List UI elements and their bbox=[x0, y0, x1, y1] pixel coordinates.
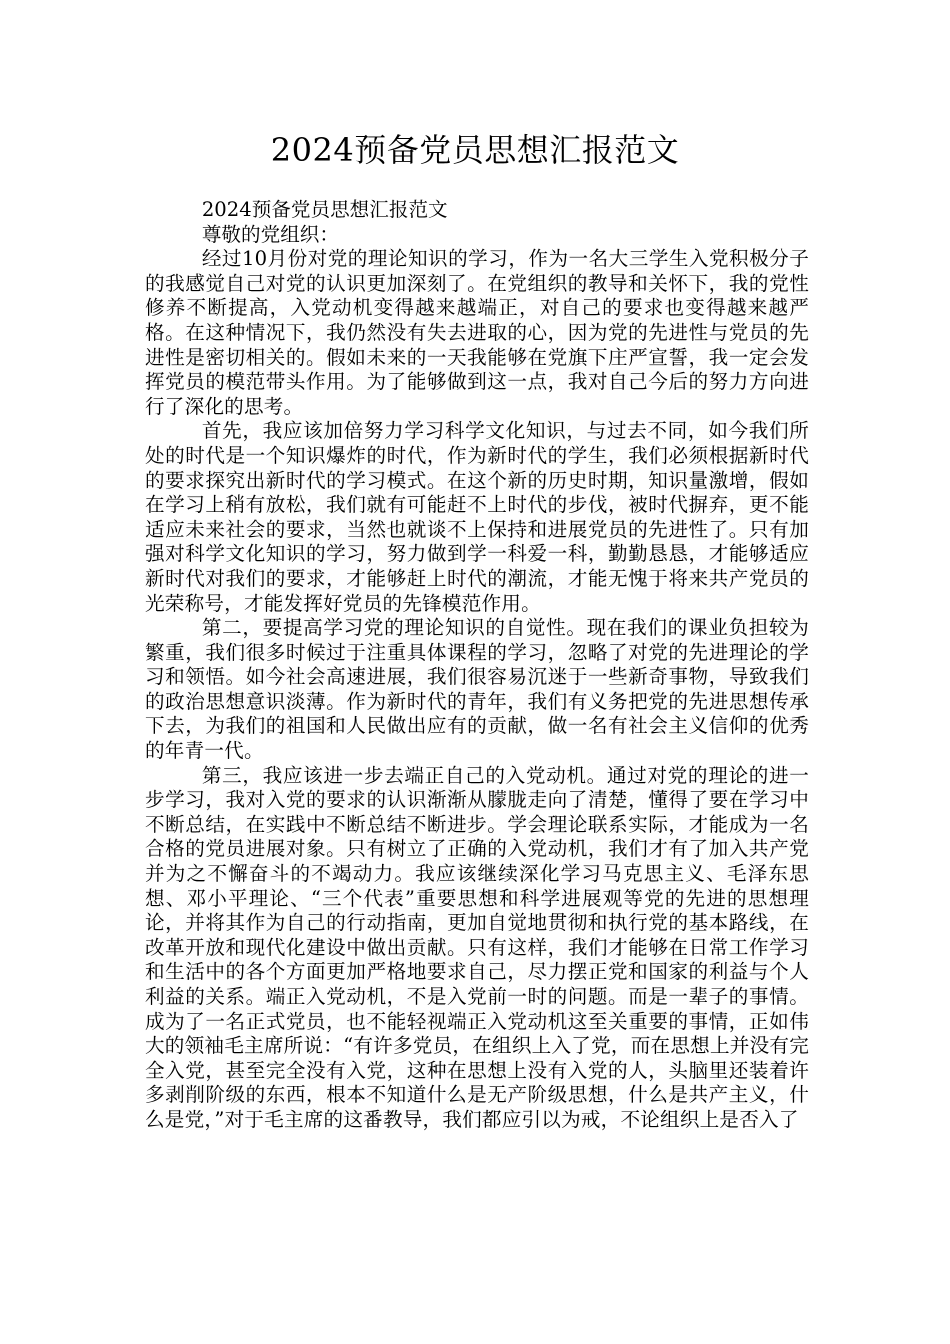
document-title: 2024预备党员思想汇报范文 bbox=[270, 131, 680, 169]
document-subtitle: 2024预备党员思想汇报范文 bbox=[201, 198, 448, 221]
paragraph-second: 第二，要提高学习党的理论知识的自觉性。现在我们的课业负担较为繁重，我们很多时候过于注重具体课程的学习，忽略了对党的先进理论的学习和领悟。如今社会高速进展，我们很容易沉迷于一些新奇事物，导致我们的政治思想意识淡薄。作为新时代的青年，我们有义务把党的先进思想传承下去，为我们的祖国和人民做出应有的贡献，做一名有社会主义信仰的优秀的年青一代。 bbox=[145, 616, 809, 763]
paragraph-intro: 经过10月份对党的理论知识的学习，作为一名大三学生入党积极分子的我感觉自己对党的认识更加深刻了。在党组织的教导和关怀下，我的党性修养不断提高，入党动机变得越来越端正，对自己的要求也变得越来越严格。在这种情况下，我仍然没有失去进取的心，因为党的先进性与党员的先进性是密切相关的。假如未来的一天我能够在党旗下庄严宣誓，我一定会发挥党员的模范带头作用。为了能够做到这一点，我对自己今后的努力方向进行了深化的思考。 bbox=[145, 247, 809, 418]
salutation: 尊敬的党组织： bbox=[201, 222, 339, 246]
paragraph-third: 第三，我应该进一步去端正自己的入党动机。通过对党的理论的进一步学习，我对入党的要求的认识渐渐从朦胧走向了清楚，懂得了要在学习中不断总结，在实践中不断总结不断进步。学会理论联系实际，才能成为一名合格的党员进展对象。只有树立了正确的入党动机，我们才有了加入共产党并为之不懈奋斗的不竭动力。我应该继续深化学习马克思主义、毛泽东思想、邓小平理论、“三个代表”重要思想和科学进展观等党的先进的思想理论，并将其作为自己的行动指南，更加自觉地贯彻和执行党的基本路线，在改革开放和现代化建设中做出贡献。只有这样，我们才能够在日常工作学习和生活中的各个方面更加严格地要求自己，尽力摆正党和国家的利益与个人利益的关系。端正入党动机，不是入党前一时的问题。而是一辈子的事情。成为了一名正式党员，也不能轻视端正入党动机这至关重要的事情，正如伟大的领袖毛主席所说：“有许多党员，在组织上入了党，而在思想上并没有完全入党，甚至完全没有入党，这种在思想上没有入党的人，头脑里还装着许多剥削阶级的东西，根本不知道什么是无产阶级思想，什么是共产主义，什么是党，”对于毛主席的这番教导，我们都应引以为戒，不论组织上是否入了 bbox=[145, 763, 809, 1131]
document-body bbox=[145, 198, 809, 1133]
paragraph-first: 首先，我应该加倍努力学习科学文化知识，与过去不同，如今我们所处的时代是一个知识爆炸的时代，作为新时代的学生，我们必须根据新时代的要求探究出新时代的学习模式。在这个新的历史时期，知识量激增，假如在学习上稍有放松，我们就有可能赶不上时代的步伐，被时代摒弃，更不能适应未来社会的要求，当然也就谈不上保持和进展党员的先进性了。只有加强对科学文化知识的学习，努力做到学一科爱一科，勤勤恳恳，才能够适应新时代对我们的要求，才能够赶上时代的潮流，才能无愧于将来共产党员的光荣称号，才能发挥好党员的先锋模范作用。 bbox=[145, 419, 809, 615]
